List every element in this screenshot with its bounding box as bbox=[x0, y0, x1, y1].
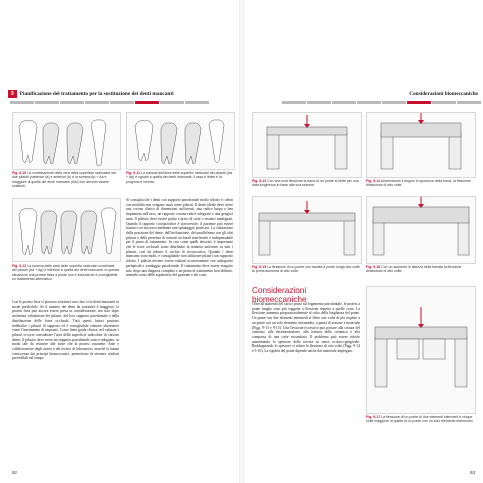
right-header-title: Considerazioni biomeccaniche bbox=[409, 91, 478, 97]
right-fig5-caption: Fig. 9-17 La flessione di un ponte di due elementi intermedi è cinque volte maggiore di quella di un ponte con un solo elemento intermedio. bbox=[366, 415, 474, 424]
right-fig3-caption: Fig. 9-15 La flessione di un ponte con travata a ponte lunga due volte la prima aumenta di otto volte. bbox=[252, 265, 360, 274]
figure-bridge-15 bbox=[252, 196, 362, 264]
left-chapter-tabs bbox=[10, 101, 209, 104]
left-header-title: Pianificazione del trattamento per la sostituzione dei denti mancanti bbox=[19, 91, 174, 97]
left-fig1-caption: Fig. 9-10 La combinazione della vera della superficie radicolare dei due pilastri posteriori (a) e anteriori (b) e la somma Ap + Aa è maggiore di quella dei denti mancanti (Am) che devono essere sostituiti. bbox=[12, 171, 117, 188]
left-body-column-1: Con le protesi fisse si possono sostituire uno, due o tre denti mancanti in modo predicibile. Se il numero dei denti da sostituire è maggiore, la protesi fissa può ancora essere presa in considerazione, ma solo dopo un'attenta valutazione dei pilastri, del loro supporto parodontale e della distribuzione delle forze occlusali. Tutti questi fattori possono indebolire i pilastri di supporto ed è consigliabile valutare alternative come l'inserimento di impianti. Come linea guida clinica, nel valutare i pilastri occorre considerare l'area della superficie radicolare di ciascun dente; il pilastro deve avere un supporto parodontale sano e adeguato, in modo tale da resistere alle forze che la protesi trasmette. Ante e collaborazione degli autori e dei tecnici di laboratorio, nonché la buona conoscenza dei principi biomeccanici, permettono di ottenere risultati prevedibili nel tempo. bbox=[12, 300, 119, 361]
right-page bbox=[244, 0, 483, 483]
right-fig1-caption: Fig. 9-13 Con una sola flessione la barra di un ponte si flette per una data lunghezza in base alla sua sezione. bbox=[252, 179, 359, 188]
figure-teeth-3 bbox=[12, 198, 121, 262]
left-page bbox=[0, 0, 239, 483]
left-folio: 92 bbox=[12, 470, 18, 475]
left-body-column-2: Si consiglia che i denti con supporto parodontale molto ridotto e i denti con mobilità non vengano usati come pilastri. Il dente ideale deve avere una corona clinica di dimensioni sufficienti, una radice lunga e ben impiantata nell'osso, un rapporto corona-radice adeguato e una gengiva sana. Il pilastro deve essere pulito e privo di carie o restauri inadeguati. Quando il rapporto corona/radice è sfavorevole, il paziente può essere trattato con successo mediante una splintaggio protesico. La valutazione della posizione del dente, dell'inclinazione, del parallelismo con gli altri pilastri e della presenza di contatti occlusali interferenti è indispensabile per il piano di trattamento. In casi come quelli descritti, è importante che le forze occlusali siano distribuite in maniera uniforme su tutti i pilastri, così da ridurre il rischio di sovraccarico. Quando i denti mancanti sono molti, è consigliabile non utilizzare pilastri con supporto ridotto. I pilastri devono essere valutati accuratamente con radiografie periapicali e sondaggio parodontale. Il trattamento deve essere eseguito solo dopo una diagnosi completa e un piano di trattamento ben definito, tenendo conto delle aspettative del paziente e dei costi. bbox=[126, 198, 233, 278]
figure-teeth-1 bbox=[12, 112, 121, 170]
left-running-header bbox=[8, 88, 236, 100]
figure-bridge-17 bbox=[366, 286, 476, 414]
figure-bridge-14 bbox=[366, 112, 476, 178]
chapter-number: 9 bbox=[8, 90, 17, 98]
figure-bridge-13 bbox=[252, 112, 362, 178]
right-chapter-tabs bbox=[282, 101, 481, 104]
left-fig3-caption: Fig. 9-12 La somma delle aree delle superfici radicolari combinate dei pilastri (Aa + Ap) è inferiore a quella dei denti mancanti. In questa situazione una protesi fissa a ponte non è indicata ed è consigliabile un trattamento alternativo. bbox=[12, 264, 119, 281]
right-fig2-caption: Fig. 9-14 Aumentando il doppio lo spessore della barra, la flessione diminuisce di otto volte. bbox=[366, 179, 471, 188]
left-fig2-caption: Fig. 9-11 La somma dell'area delle superfici radicolari dei pilastri (Aa + Ap) è uguale a quella dei denti mancanti; il caso è limite e la prognosi è incerta. bbox=[126, 171, 233, 184]
figure-teeth-2 bbox=[126, 112, 235, 170]
figure-bridge-16 bbox=[366, 196, 476, 264]
right-running-header bbox=[248, 88, 478, 100]
right-folio: 93 bbox=[470, 470, 476, 475]
right-fig4-caption: Fig. 9-16 Con un aumento in altezza della travata la flessione diminuisce di otto volte. bbox=[366, 265, 462, 274]
right-body-column-1: Oltre all'aumento del carico posto sul legamento parodontale, le protesi a ponte lunghe sono più soggette a flessione rispetto a quelle corte. La flessione aumenta proporzionalmente al cubo della lunghezza del ponte. Un ponte con due elementi intermedi si flette otto volte di più rispetto a un ponte con un solo elemento intermedio, a parità di sezione e materiale (Figg. 9-13 e 9-15). Una flessione eccessiva può portare alla rottura del cemento, alla decementazione, alla frattura della ceramica o alla comparsa di una carie secondaria. Il problema può essere ridotto aumentando lo spessore della travata in senso occluso-gengivale. Raddoppiando lo spessore si riduce la flessione di otto volte (Figg. 9-14 e 9-16). La rigidità del ponte dipende anche dal materiale impiegato. bbox=[252, 302, 360, 354]
section-title: Considerazioni biomeccaniche bbox=[252, 286, 307, 304]
